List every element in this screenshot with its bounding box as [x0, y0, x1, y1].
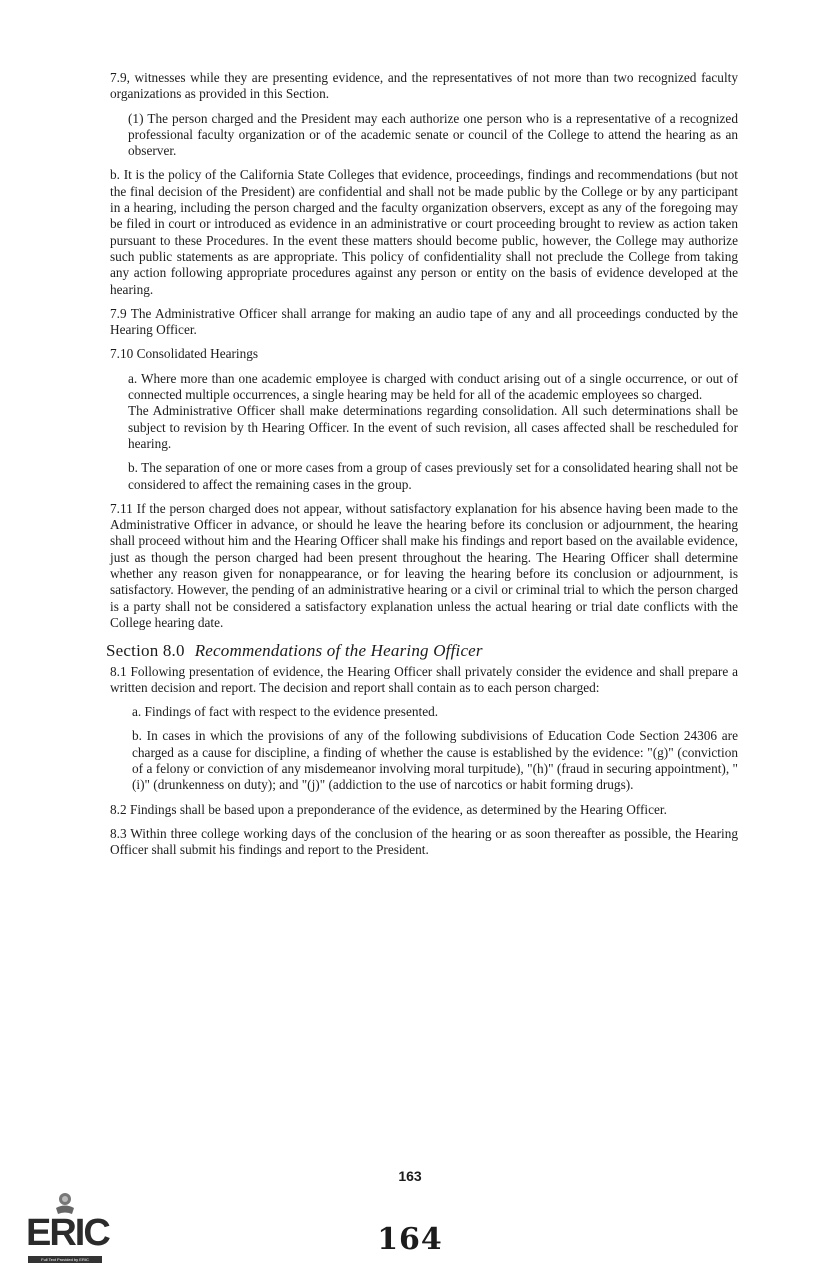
eric-logo: [26, 1190, 109, 1266]
paragraph-8-1-b: b. In cases in which the provisions of any of the following subdivisions of Education Code Section 24306 are charged as a cause for discipline, a finding of whether the cause is established by the evidence: "(g)" (conviction of a felony or conviction of any misdemeanor involving moral turpitude), "(h)" (fraud in securing appointment), "(i)" (drunkenness on duty); and "(j)" (addiction to the use of narcotics or habit forming drugs).: [132, 728, 738, 793]
page-number: 163: [398, 1168, 422, 1184]
paragraph-7-10-b: b. The separation of one or more cases from a group of cases previously set for a consolidated hearing shall not be considered to affect the remaining cases in the group.: [128, 460, 738, 492]
paragraph-confidentiality-policy: b. It is the policy of the California State Colleges that evidence, proceedings, findings and recommendations (but not the final decision of the President) are confidential and shall not be made public by the College or by any participant in a hearing, including the person charged and the faculty organization observers, except as any of the foregoing may be filed in court or introduced as evidence in an administrative or court proceeding brought to review as action taken pursuant to these Procedures. In the event these matters should become public, however, the College may authorize such public statements as are appropriate. This policy of confidentiality shall not preclude the College from taking any action following appropriate procedures against any person or entity on the basis of evidence developed at the hearing.: [110, 167, 738, 297]
section-heading: [106, 643, 738, 659]
paragraph-8-2: 8.2 Findings shall be based upon a preponderance of the evidence, as determined by the Hearing Officer.: [110, 801, 667, 817]
paragraph-7-10-a: a. Where more than one academic employee is charged with conduct arising out of a single occurrence, or out of connected multiple occurrences, a single hearing may be held for all of the academic employees so charged.: [128, 370, 738, 403]
paragraph-8-3: 8.3 Within three college working days of the conclusion of the hearing or as soon thereafter as possible, the Hearing Officer shall submit his findings and report to the President.: [110, 825, 738, 858]
paragraph-7-9-audio-tape: 7.9 The Administrative Officer shall arrange for making an audio tape of any and all proceedings conducted by the Hearing Officer.: [110, 305, 738, 338]
heading-7-10-consolidated-hearings: 7.10 Consolidated Hearings: [110, 346, 259, 362]
stamped-page-number: 164: [377, 1222, 443, 1257]
paragraph-8-1: 8.1 Following presentation of evidence, the Hearing Officer shall privately consider the evidence and shall prepare a written decision and report. The decision and report shall contain as to each person charged:: [110, 663, 738, 695]
eric-logo-tagline: Full Text Provided by ERIC: [28, 1256, 102, 1263]
paragraph-7-8-continued: 7.9, witnesses while they are presenting evidence, and the representatives of not more than two recognized faculty organizations as provided in this Section.: [110, 70, 738, 102]
paragraph-7-11-nonappearance: 7.11 If the person charged does not appear, without satisfactory explanation for his absence having been made to the Administrative Officer in advance, or should he leave the hearing before its conclusion or adjournment, the hearing shall proceed without him and the Hearing Officer shall make his findings and report based on the available evidence, just as though the person charged had been present throughout the hearing. The Hearing Officer shall determine whether any reason given for nonappearance, or for leaving the hearing before its conclusion or adjournment, is satisfactory. However, the pending of an administrative hearing or a civil or criminal trial to which the person charged is a party shall not be considered a satisfactory explanation unless the actual hearing or trial date conflicts with the College hearing date.: [110, 500, 738, 630]
section-number: Section 8.0: [106, 641, 185, 661]
paragraph-7-10-a-determinations: The Administrative Officer shall make determinations regarding consolidation. All such determinations shall be subject to revision by th Hearing Officer. In the event of such revision, all cases affected shall be rescheduled for hearing.: [128, 403, 738, 451]
section-title: Recommendations of the Hearing Officer: [194, 641, 483, 661]
eric-logo-text: ERIC: [26, 1212, 109, 1254]
paragraph-observer-authorization: (1) The person charged and the President may each authorize one person who is a representative of a recognized professional faculty organization or of the academic senate or council of the College to attend the hearing as an observer.: [128, 110, 738, 159]
paragraph-8-1-a: a. Findings of fact with respect to the evidence presented.: [132, 704, 439, 720]
document-body: [106, 70, 738, 866]
